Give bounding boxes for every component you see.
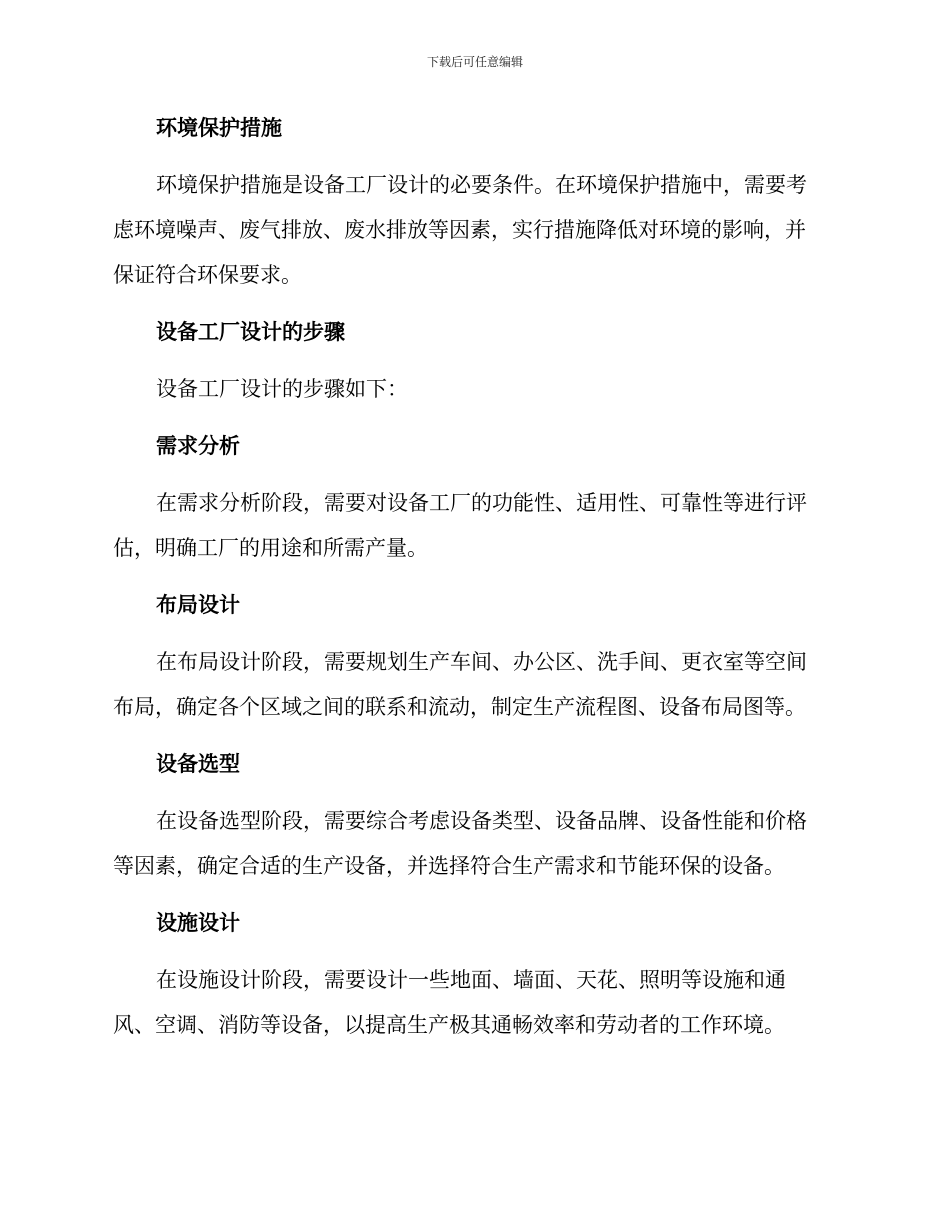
paragraph-line: 估，明确工厂的用途和所需产量。 <box>113 536 428 560</box>
section-paragraph <box>113 367 833 412</box>
paragraph-line: 设备工厂设计的步骤如下： <box>156 377 408 401</box>
section-paragraph <box>113 958 833 1048</box>
document-body <box>113 106 833 1060</box>
section-paragraph <box>113 163 833 298</box>
section-heading: 设施设计 <box>156 911 240 935</box>
section-paragraph <box>113 640 833 730</box>
paragraph-line: 风、空调、消防等设备，以提高生产极其通畅效率和劳动者的工作环境。 <box>113 1013 785 1037</box>
section-heading: 环境保护措施 <box>156 116 282 140</box>
paragraph-line: 环境保护措施是设备工厂设计的必要条件。在环境保护措施中，需要考 <box>156 173 807 197</box>
paragraph-line: 在设施设计阶段，需要设计一些地面、墙面、天花、照明等设施和通 <box>156 968 786 992</box>
paragraph-line: 保证符合环保要求。 <box>113 263 302 287</box>
section-heading: 布局设计 <box>156 593 240 617</box>
section-heading: 设备工厂设计的步骤 <box>156 320 345 344</box>
paragraph-line: 等因素，确定合适的生产设备，并选择符合生产需求和节能环保的设备。 <box>113 854 785 878</box>
paragraph-line: 在设备选型阶段，需要综合考虑设备类型、设备品牌、设备性能和价格 <box>156 809 807 833</box>
paragraph-line: 虑环境噪声、废气排放、废水排放等因素，实行措施降低对环境的影响，并 <box>113 218 806 242</box>
paragraph-line: 布局，确定各个区域之间的联系和流动，制定生产流程图、设备布局图等。 <box>113 695 806 719</box>
section-paragraph <box>113 481 833 571</box>
page-header-note: 下载后可任意编辑 <box>426 55 523 69</box>
paragraph-line: 在布局设计阶段，需要规划生产车间、办公区、洗手间、更衣室等空间 <box>156 650 807 674</box>
paragraph-line: 在需求分析阶段，需要对设备工厂的功能性、适用性、可靠性等进行评 <box>156 491 807 515</box>
section-heading: 需求分析 <box>156 434 240 458</box>
section-heading: 设备选型 <box>156 752 240 776</box>
section-paragraph <box>113 799 833 889</box>
